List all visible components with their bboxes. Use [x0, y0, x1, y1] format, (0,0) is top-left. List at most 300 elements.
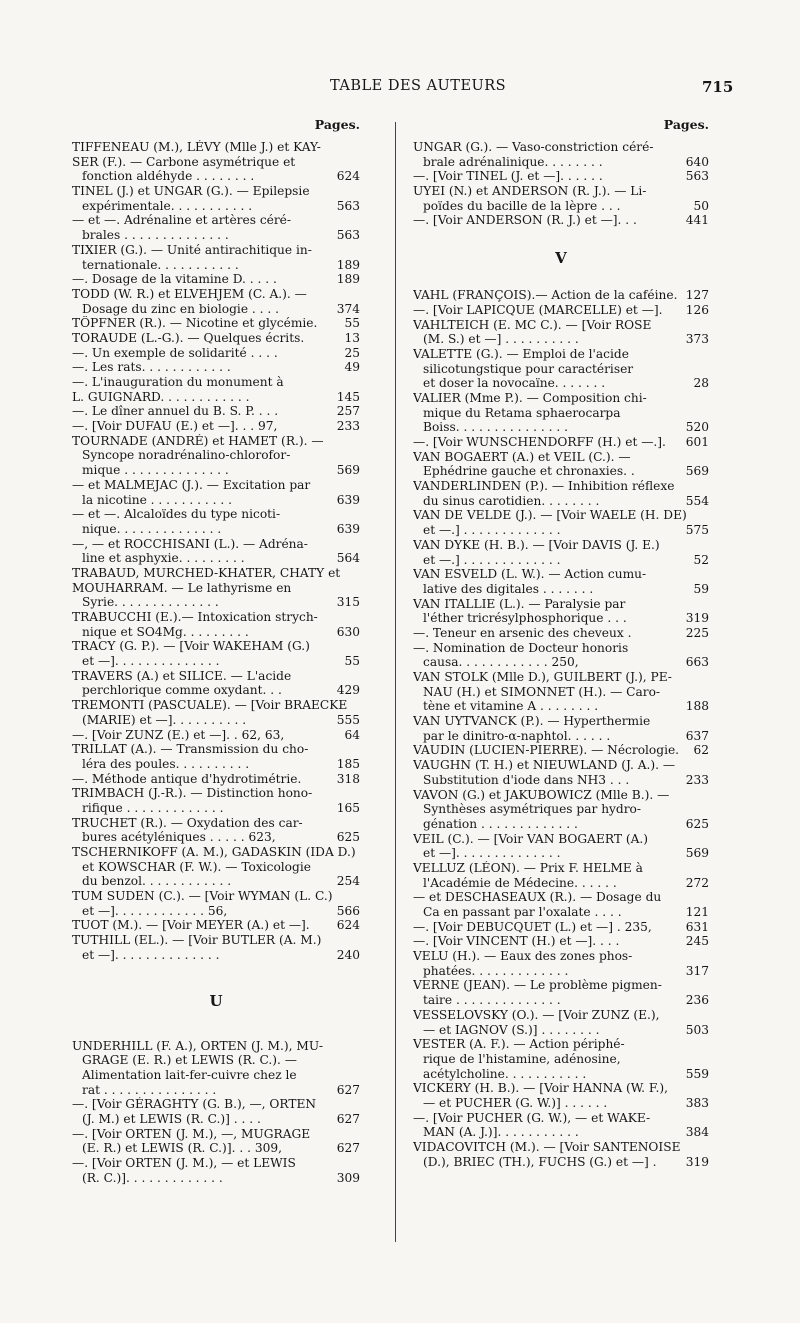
index-entry-line — [72, 801, 360, 816]
index-entry-line — [413, 670, 709, 685]
entry-text: l'éther tricrésylphosphorique . . . — [423, 611, 627, 626]
index-entry-line — [413, 464, 709, 479]
index-entry-line — [72, 228, 360, 243]
column-divider — [395, 122, 396, 1242]
entry-text: —. [Voir ZUNZ (E.) et —]. . 62, 63, — [72, 727, 285, 742]
entry-text: — et MALMEJAC (J.). — Excitation par — [72, 477, 311, 492]
index-entry-line — [72, 948, 360, 963]
entry-text: expérimentale. . . . . . . . . . . — [82, 198, 253, 213]
index-entry-line — [413, 318, 709, 333]
entry-page-ref: 319 — [685, 1154, 709, 1169]
entry-text: VAN DYKE (H. B.). — [Voir DAVIS (J. E.) — [413, 537, 660, 552]
entry-page-ref: 563 — [685, 169, 709, 184]
index-entry-line — [72, 375, 360, 390]
entry-text: VAHL (FRANÇOIS).— Action de la caféine. — [413, 288, 678, 303]
index-entry-line — [413, 1125, 709, 1140]
entry-text: SER (F.). — Carbone asymétrique et — [72, 154, 296, 169]
page-header — [0, 78, 800, 98]
index-entry-line — [413, 1081, 709, 1096]
entry-text: et —.] . . . . . . . . . . . . . — [423, 523, 561, 538]
entry-page-ref: 145 — [336, 389, 360, 404]
entry-text: (MARIE) et —]. . . . . . . . . . — [82, 712, 247, 727]
index-entry-line — [72, 772, 360, 787]
index-entry-line — [413, 729, 709, 744]
entry-text: Syncope noradrénalino-chlorofor- — [82, 448, 291, 463]
entry-page-ref: 563 — [336, 228, 360, 243]
index-entry-line — [72, 272, 360, 287]
entry-page-ref: 384 — [685, 1125, 709, 1140]
index-entry-line — [72, 845, 360, 860]
index-entry-line — [72, 493, 360, 508]
entry-page-ref: 625 — [336, 830, 360, 845]
index-entry-line — [72, 1156, 360, 1171]
index-entry-line — [413, 788, 709, 803]
index-entry-line — [413, 391, 709, 406]
entry-text: —. [Voir PUCHER (G. W.), — et WAKE- — [413, 1110, 651, 1125]
index-entry-line — [72, 610, 360, 625]
entry-text: Alimentation lait-fer-cuivre chez le — [82, 1067, 297, 1082]
entry-text: —. Un exemple de solidarité . . . . — [72, 345, 278, 360]
entry-text: nique. . . . . . . . . . . . . . — [82, 521, 222, 536]
entry-page-ref: 236 — [685, 993, 709, 1008]
entry-page-ref: 165 — [336, 800, 360, 815]
entry-page-ref: 55 — [344, 316, 360, 331]
entry-text: génation . . . . . . . . . . . . . — [423, 816, 578, 831]
index-entry-line — [413, 978, 709, 993]
index-entry-line — [413, 1140, 709, 1155]
entry-page-ref: 317 — [685, 963, 709, 978]
index-entry-line — [72, 918, 360, 933]
index-entry-line — [72, 140, 360, 155]
entry-text: la nicotine . . . . . . . . . . . — [82, 492, 233, 507]
index-entry-line — [413, 861, 709, 876]
entry-page-ref: 59 — [693, 581, 709, 596]
entry-text: léra des poules. . . . . . . . . . — [82, 756, 250, 771]
index-entry-line — [72, 933, 360, 948]
entry-text: TREMONTI (PASCUALE). — [Voir BRAECKE — [72, 698, 348, 713]
entry-text: rat . . . . . . . . . . . . . . . — [82, 1082, 217, 1097]
entry-page-ref: 569 — [685, 846, 709, 861]
entry-text: phatées. . . . . . . . . . . . . — [423, 963, 569, 978]
entry-text: mique du Retama sphaerocarpa — [423, 405, 621, 420]
index-entry-line — [72, 595, 360, 610]
entry-page-ref: 28 — [693, 376, 709, 391]
entry-text: et KOWSCHAR (F. W.). — Toxicologie — [82, 859, 311, 874]
index-entry-line — [72, 1171, 360, 1186]
entry-text: (M. S.) et —] . . . . . . . . . . — [423, 332, 579, 347]
index-entry-line — [72, 302, 360, 317]
entry-text: —. [Voir DUFAU (E.) et —]. . . 97, — [72, 419, 278, 434]
running-title: TABLE DES AUTEURS — [330, 78, 507, 94]
index-entry-line — [413, 832, 709, 847]
entry-text: TIXIER (G.). — Unité antirachitique in- — [72, 242, 312, 257]
index-entry-line — [72, 522, 360, 537]
entry-text: brale adrénalinique. . . . . . . . — [423, 154, 603, 169]
entry-text: TÖPFNER (R.). — Nicotine et glycémie. — [72, 316, 318, 331]
entry-text: TRIMBACH (J.-R.). — Distinction hono- — [72, 786, 313, 801]
index-entry-line — [72, 1039, 360, 1054]
index-entry-line — [413, 714, 709, 729]
entry-page-ref: 55 — [344, 654, 360, 669]
entry-text: UNGAR (G.). — Vaso-constriction céré- — [413, 140, 654, 154]
index-entry-line — [72, 1053, 360, 1068]
index-entry-line — [72, 243, 360, 258]
entry-text: rique de l'histamine, adénosine, — [423, 1051, 621, 1066]
index-entry-line — [72, 390, 360, 405]
entry-text: — et PUCHER (G. W.)] . . . . . . — [423, 1095, 608, 1110]
entry-text: —. Méthode antique d'hydrotimétrie. — [72, 771, 302, 786]
entry-text: — et —. Adrénaline et artères céré- — [72, 213, 292, 228]
entry-page-ref: 309 — [336, 1170, 360, 1185]
entry-text: —. [Voir ANDERSON (R. J.) et —]. . . — [413, 213, 637, 228]
entry-text: MAN (A. J.)]. . . . . . . . . . . — [423, 1125, 579, 1140]
pages-label-left: Pages. — [314, 117, 360, 132]
index-entry-line — [413, 817, 709, 832]
entry-page-ref: 569 — [685, 464, 709, 479]
entry-text: Ca en passant par l'oxalate . . . . — [423, 905, 622, 919]
entry-text: et —]. . . . . . . . . . . . . . — [82, 654, 220, 669]
index-entry-line — [413, 435, 709, 450]
entry-text: TOURNADE (ANDRÉ) et HAMET (R.). — — [72, 433, 324, 448]
entry-page-ref: 555 — [336, 712, 360, 727]
entry-text: —. Nomination de Docteur honoris — [413, 640, 629, 655]
entry-text: VAVON (G.) et JAKUBOWICZ (Mlle B.). — — [413, 787, 670, 802]
entry-text: TIFFENEAU (M.), LÉVY (Mlle J.) et KAY- — [72, 140, 321, 154]
index-entry-line — [413, 140, 709, 155]
entry-text: VESTER (A. F.). — Action périphé- — [413, 1037, 625, 1052]
index-entry-line — [413, 758, 709, 773]
index-entry-line — [413, 699, 709, 714]
entry-text: —. [Voir ORTEN (J. M.), —, MUGRAGE — [72, 1126, 311, 1141]
index-entry-line — [413, 450, 709, 465]
entry-text: et —]. . . . . . . . . . . . . . — [423, 846, 561, 861]
index-entry-line — [72, 639, 360, 654]
entry-text: (E. R.) et LEWIS (R. C.)]. . . 309, — [82, 1141, 282, 1156]
entry-page-ref: 240 — [336, 947, 360, 962]
entry-page-ref: 554 — [685, 493, 709, 508]
entry-text: bures acétyléniques . . . . . 623, — [82, 830, 276, 845]
entry-page-ref: 189 — [336, 272, 360, 287]
index-entry-line — [72, 698, 360, 713]
entry-text: GRAGE (E. R.) et LEWIS (R. C.). — — [82, 1053, 297, 1068]
entry-page-ref: 627 — [336, 1111, 360, 1126]
entry-text: du sinus carotidien. . . . . . . . — [423, 493, 600, 508]
entry-page-ref: 188 — [685, 699, 709, 714]
entry-page-ref: 233 — [685, 772, 709, 787]
index-entry-line — [413, 1155, 709, 1170]
index-entry-line — [413, 1037, 709, 1052]
index-entry-line — [72, 258, 360, 273]
entry-text: (D.), BRIEC (TH.), FUCHS (G.) et —] . — [423, 1154, 657, 1169]
entry-text: VAN BOGAERT (A.) et VEIL (C.). — — [413, 449, 631, 464]
entry-text: TSCHERNIKOFF (A. M.), GADASKIN (IDA D.) — [72, 845, 356, 859]
section-letter-v: V — [555, 249, 567, 268]
entry-text: VAN DE VELDE (J.). — [Voir WAELE (H. DE) — [413, 508, 687, 523]
entry-page-ref: 630 — [336, 624, 360, 639]
index-entry-line — [72, 669, 360, 684]
right-column — [413, 118, 709, 1169]
index-entry-line — [72, 713, 360, 728]
entry-page-ref: 373 — [685, 332, 709, 347]
entry-text: nique et SO4Mg. . . . . . . . . — [82, 624, 249, 639]
entry-text: et —.] . . . . . . . . . . . . . — [423, 552, 561, 567]
index-entry-line — [72, 346, 360, 361]
index-entry-line — [413, 934, 709, 949]
entry-page-ref: 13 — [344, 330, 360, 345]
entry-page-ref: 50 — [693, 198, 709, 213]
index-entry-line — [413, 890, 709, 905]
entry-text: l'Académie de Médecine. . . . . . — [423, 875, 617, 890]
entry-page-ref: 126 — [685, 302, 709, 317]
entry-page-ref: 601 — [685, 435, 709, 449]
entry-text: VERNE (JEAN). — Le problème pigmen- — [413, 978, 662, 993]
index-entry-line — [72, 683, 360, 698]
index-entry-line — [413, 846, 709, 861]
entry-text: Syrie. . . . . . . . . . . . . . — [82, 595, 219, 610]
entry-text: —. [Voir TINEL (J. et —]. . . . . . — [413, 169, 603, 184]
entry-text: Ephédrine gauche et chronaxies. . — [423, 464, 635, 479]
entry-text: —. Teneur en arsenic des cheveux . — [413, 625, 632, 640]
entry-text: TUM SUDEN (C.). — [Voir WYMAN (L. C.) — [72, 889, 333, 904]
entry-text: —. [Voir GÉRAGHTY (G. B.), —, ORTEN — [72, 1097, 317, 1112]
entry-page-ref: 49 — [344, 360, 360, 375]
index-entry-line — [413, 332, 709, 347]
entry-text: fonction aldéhyde . . . . . . . . — [82, 169, 255, 184]
entry-text: VESSELOVSKY (O.). — [Voir ZUNZ (E.), — [413, 1007, 660, 1022]
index-entry-line — [72, 169, 360, 184]
entry-page-ref: 627 — [336, 1141, 360, 1156]
index-entry-line — [72, 551, 360, 566]
entry-page-ref: 566 — [336, 903, 360, 918]
entry-text: VAHLTEICH (E. MC C.). — [Voir ROSE — [413, 317, 652, 332]
entry-text: TINEL (J.) et UNGAR (G.). — Epilepsie — [72, 184, 310, 199]
index-entry-line — [72, 448, 360, 463]
entry-page-ref: 575 — [685, 523, 709, 538]
entry-text: TORAUDE (L.-G.). — Quelques écrits. — [72, 330, 305, 345]
entry-text: tène et vitamine A . . . . . . . . — [423, 699, 599, 714]
entry-text: TODD (W. R.) et ELVEHJEM (C. A.). — — [72, 286, 307, 301]
entry-page-ref: 624 — [336, 169, 360, 184]
entry-page-ref: 559 — [685, 1066, 709, 1081]
index-entry-line — [72, 478, 360, 493]
entry-page-ref: 663 — [685, 655, 709, 670]
index-entry-line — [413, 288, 709, 303]
index-entry-line — [72, 1097, 360, 1112]
index-entry-line — [72, 537, 360, 552]
index-entry-line — [72, 434, 360, 449]
index-entry-line — [413, 376, 709, 391]
entry-page-ref: 627 — [336, 1082, 360, 1097]
index-entry-line — [413, 993, 709, 1008]
left-entries-t — [72, 140, 360, 963]
index-entry-line — [413, 553, 709, 568]
index-entry-line — [72, 331, 360, 346]
entry-page-ref: 257 — [336, 404, 360, 419]
index-entry-line — [72, 1068, 360, 1083]
entry-text: —. [Voir WUNSCHENDORFF (H.) et —.]. — [413, 435, 666, 449]
page-number: 715 — [702, 78, 734, 96]
entry-page-ref: 318 — [336, 771, 360, 786]
entry-text: — et DESCHASEAUX (R.). — Dosage du — [413, 890, 662, 905]
entry-text: Dosage du zinc en biologie . . . . — [82, 301, 280, 316]
index-entry-line — [72, 874, 360, 889]
index-entry-line — [72, 904, 360, 919]
index-entry-line — [413, 1008, 709, 1023]
entry-text: mique . . . . . . . . . . . . . . — [82, 463, 229, 478]
index-entry-line — [413, 655, 709, 670]
entry-page-ref: 569 — [336, 463, 360, 478]
entry-text: TUOT (M.). — [Voir MEYER (A.) et —]. — [72, 918, 310, 933]
entry-text: NAU (H.) et SIMONNET (H.). — Caro- — [423, 684, 661, 699]
entry-page-ref: 121 — [685, 905, 709, 919]
index-entry-line — [72, 654, 360, 669]
index-entry-line — [72, 316, 360, 331]
entry-page-ref: 637 — [685, 728, 709, 743]
index-entry-line — [72, 1112, 360, 1127]
entry-text: —. L'inauguration du monument à — [72, 375, 284, 389]
index-entry-line — [413, 1023, 709, 1038]
entry-text: (R. C.)]. . . . . . . . . . . . . — [82, 1170, 223, 1185]
index-entry-line — [413, 538, 709, 553]
index-entry-line — [413, 949, 709, 964]
index-entry-line — [413, 347, 709, 362]
pages-label-right: Pages. — [663, 117, 709, 132]
index-entry-line — [72, 419, 360, 434]
entry-page-ref: 254 — [336, 874, 360, 889]
entry-text: et —]. . . . . . . . . . . . . . — [82, 947, 220, 962]
entry-text: —. [Voir DEBUCQUET (L.) et —] . 235, — [413, 919, 652, 934]
section-letter-u: U — [209, 991, 223, 1010]
entry-page-ref: 245 — [685, 934, 709, 949]
entry-page-ref: 272 — [685, 875, 709, 890]
index-entry-line — [413, 523, 709, 538]
index-entry-line — [72, 625, 360, 640]
entry-text: —. [Voir ORTEN (J. M.), — et LEWIS — [72, 1156, 296, 1170]
index-entry-line — [413, 213, 709, 228]
index-entry-line — [72, 581, 360, 596]
entry-text: VAN ESVELD (L. W.). — Action cumu- — [413, 567, 647, 582]
right-entries-u — [413, 140, 709, 228]
index-entry-line — [413, 641, 709, 656]
entry-text: UYEI (N.) et ANDERSON (R. J.). — Li- — [413, 184, 647, 199]
index-entry-line — [413, 611, 709, 626]
index-entry-line — [72, 199, 360, 214]
index-entry-line — [413, 508, 709, 523]
entry-text: VICKERY (H. B.). — [Voir HANNA (W. F.), — [413, 1081, 668, 1096]
index-entry-line — [413, 597, 709, 612]
index-entry-line — [72, 742, 360, 757]
entry-page-ref: 503 — [685, 1022, 709, 1037]
entry-page-ref: 374 — [336, 301, 360, 316]
entry-text: causa. . . . . . . . . . . . 250, — [423, 655, 579, 670]
entry-page-ref: 127 — [685, 288, 709, 303]
index-entry-line — [72, 287, 360, 302]
entry-text: UNDERHILL (F. A.), ORTEN (J. M.), MU- — [72, 1038, 323, 1053]
index-entry-line — [413, 155, 709, 170]
index-entry-line — [72, 757, 360, 772]
index-entry-line — [413, 905, 709, 920]
index-entry-line — [413, 743, 709, 758]
entry-text: rifique . . . . . . . . . . . . . — [82, 800, 224, 815]
entry-page-ref: 319 — [685, 611, 709, 626]
index-entry-line — [413, 876, 709, 891]
index-entry-line — [413, 169, 709, 184]
entry-page-ref: 225 — [685, 625, 709, 640]
entry-page-ref: 233 — [336, 419, 360, 434]
entry-page-ref: 563 — [336, 198, 360, 213]
entry-text: — et IAGNOV (S.)] . . . . . . . . — [423, 1022, 600, 1037]
entry-text: par le dinitro-α-naphtol. . . . . . — [423, 728, 611, 743]
entry-text: —. [Voir LAPICQUE (MARCELLE) et —]. — [413, 302, 663, 317]
entry-text: VANDERLINDEN (P.). — Inhibition réflexe — [413, 479, 675, 494]
entry-page-ref: 25 — [344, 345, 360, 360]
index-entry-line — [413, 567, 709, 582]
entry-text: TRILLAT (A.). — Transmission du cho- — [72, 742, 309, 757]
index-entry-line — [413, 184, 709, 199]
entry-text: VALIER (Mme P.). — Composition chi- — [413, 390, 647, 405]
entry-page-ref: 64 — [344, 727, 360, 742]
entry-text: —. Dosage de la vitamine D. . . . . — [72, 272, 277, 287]
entry-text: line et asphyxie. . . . . . . . . — [82, 551, 245, 566]
entry-text: MOUHARRAM. — Le lathyrisme en — [72, 580, 292, 595]
index-entry-line — [72, 184, 360, 199]
entry-text: du benzol. . . . . . . . . . . . — [82, 874, 232, 889]
index-entry-line — [413, 1111, 709, 1126]
entry-text: —, — et ROCCHISANI (L.). — Adréna- — [72, 536, 308, 551]
entry-text: VAUDIN (LUCIEN-PIERRE). — Nécrologie. — [413, 743, 680, 758]
index-entry-line — [72, 404, 360, 419]
entry-page-ref: 383 — [685, 1095, 709, 1110]
index-entry-line — [72, 1141, 360, 1156]
entry-text: poïdes du bacille de la lèpre . . . — [423, 198, 621, 213]
index-entry-line — [413, 303, 709, 318]
index-entry-line — [72, 1127, 360, 1142]
index-entry-line — [72, 155, 360, 170]
entry-text: brales . . . . . . . . . . . . . . — [82, 228, 229, 243]
index-entry-line — [413, 479, 709, 494]
entry-text: (J. M.) et LEWIS (R. C.)] . . . . — [82, 1111, 261, 1126]
entry-text: TRUCHET (R.). — Oxydation des car- — [72, 815, 303, 830]
entry-page-ref: 520 — [685, 420, 709, 435]
index-entry-line — [413, 1096, 709, 1111]
index-entry-line — [413, 685, 709, 700]
index-entry-line — [72, 816, 360, 831]
index-entry-line — [413, 420, 709, 435]
entry-page-ref: 625 — [685, 816, 709, 831]
entry-text: VEIL (C.). — [Voir VAN BOGAERT (A.) — [413, 831, 649, 846]
entry-page-ref: 631 — [685, 919, 709, 934]
entry-page-ref: 441 — [685, 213, 709, 228]
index-entry-line — [72, 728, 360, 743]
entry-text: Substitution d'iode dans NH3 . . . — [423, 772, 630, 787]
index-entry-line — [413, 773, 709, 788]
entry-text: VELU (H.). — Eaux des zones phos- — [413, 949, 633, 964]
entry-page-ref: 315 — [336, 595, 360, 610]
index-entry-line — [413, 802, 709, 817]
entry-text: silicotungstique pour caractériser — [423, 361, 634, 376]
entry-page-ref: 429 — [336, 683, 360, 698]
entry-text: perchlorique comme oxydant. . . — [82, 683, 282, 698]
entry-text: Boiss. . . . . . . . . . . . . . . — [423, 420, 569, 435]
entry-text: ternationale. . . . . . . . . . . — [82, 257, 239, 272]
entry-text: TUTHILL (EL.). — [Voir BUTLER (A. M.) — [72, 933, 322, 948]
index-entry-line — [413, 1052, 709, 1067]
entry-text: VELLUZ (LÉON). — Prix F. HELME à — [413, 860, 643, 875]
entry-text: TRAVERS (A.) et SILICE. — L'acide — [72, 668, 292, 683]
entry-text: TRABAUD, MURCHED-KHATER, CHATY et — [72, 565, 341, 580]
entry-page-ref: 639 — [336, 521, 360, 536]
index-entry-line — [72, 360, 360, 375]
